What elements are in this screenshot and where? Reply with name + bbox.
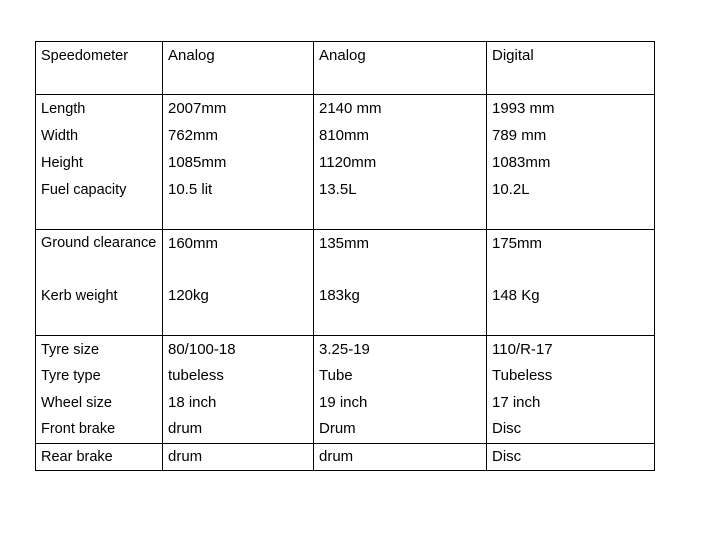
row-value-cell: 120kg bbox=[163, 283, 314, 336]
row-value-cell: 160mm bbox=[163, 230, 314, 283]
row-value-cell: 19 inch bbox=[314, 390, 487, 416]
table-row bbox=[36, 123, 655, 150]
row-value-cell: 789 mm bbox=[487, 123, 655, 150]
row-label-cell: Ground clearance bbox=[36, 230, 163, 283]
row-value-cell: drum bbox=[314, 443, 487, 470]
row-value-cell: 13.5L bbox=[314, 177, 487, 230]
row-value-cell: 1085mm bbox=[163, 150, 314, 177]
header-label-cell: Speedometer bbox=[36, 42, 163, 95]
row-value-cell: 17 inch bbox=[487, 390, 655, 416]
row-value-cell: Disc bbox=[487, 416, 655, 443]
table-row bbox=[36, 390, 655, 416]
row-value-cell: 2007mm bbox=[163, 95, 314, 123]
row-value-cell: 810mm bbox=[314, 123, 487, 150]
row-label-cell: Width bbox=[36, 123, 163, 150]
header-value-cell: Digital bbox=[487, 42, 655, 95]
row-value-cell: 80/100-18 bbox=[163, 336, 314, 364]
row-value-cell: 183kg bbox=[314, 283, 487, 336]
row-label-cell: Tyre size bbox=[36, 336, 163, 364]
header-value-cell: Analog bbox=[163, 42, 314, 95]
table-row bbox=[36, 177, 655, 230]
header-row bbox=[36, 42, 655, 95]
row-value-cell: drum bbox=[163, 443, 314, 470]
header-value-cell: Analog bbox=[314, 42, 487, 95]
row-value-cell: tubeless bbox=[163, 363, 314, 390]
row-label-cell: Fuel capacity bbox=[36, 177, 163, 230]
table-row bbox=[36, 95, 655, 123]
table-row bbox=[36, 283, 655, 336]
row-value-cell: 110/R-17 bbox=[487, 336, 655, 364]
row-value-cell: Tubeless bbox=[487, 363, 655, 390]
spec-table bbox=[35, 41, 655, 471]
table-row bbox=[36, 150, 655, 177]
row-label-cell: Length bbox=[36, 95, 163, 123]
row-label-cell: Rear brake bbox=[36, 443, 163, 470]
table-row bbox=[36, 363, 655, 390]
row-label-cell: Kerb weight bbox=[36, 283, 163, 336]
row-value-cell: drum bbox=[163, 416, 314, 443]
row-value-cell: Tube bbox=[314, 363, 487, 390]
row-value-cell: 10.5 lit bbox=[163, 177, 314, 230]
table-row bbox=[36, 336, 655, 364]
row-value-cell: 1120mm bbox=[314, 150, 487, 177]
row-label-cell: Wheel size bbox=[36, 390, 163, 416]
row-value-cell: 10.2L bbox=[487, 177, 655, 230]
table-row bbox=[36, 443, 655, 470]
row-value-cell: 1083mm bbox=[487, 150, 655, 177]
row-value-cell: 3.25-19 bbox=[314, 336, 487, 364]
row-value-cell: 18 inch bbox=[163, 390, 314, 416]
row-label-cell: Height bbox=[36, 150, 163, 177]
row-value-cell: 148 Kg bbox=[487, 283, 655, 336]
row-value-cell: 762mm bbox=[163, 123, 314, 150]
row-value-cell: 2140 mm bbox=[314, 95, 487, 123]
row-value-cell: 175mm bbox=[487, 230, 655, 283]
row-value-cell: 1993 mm bbox=[487, 95, 655, 123]
row-label-cell: Tyre type bbox=[36, 363, 163, 390]
row-value-cell: 135mm bbox=[314, 230, 487, 283]
row-label-cell: Front brake bbox=[36, 416, 163, 443]
row-value-cell: Drum bbox=[314, 416, 487, 443]
table-row bbox=[36, 416, 655, 443]
row-value-cell: Disc bbox=[487, 443, 655, 470]
table-row bbox=[36, 230, 655, 283]
